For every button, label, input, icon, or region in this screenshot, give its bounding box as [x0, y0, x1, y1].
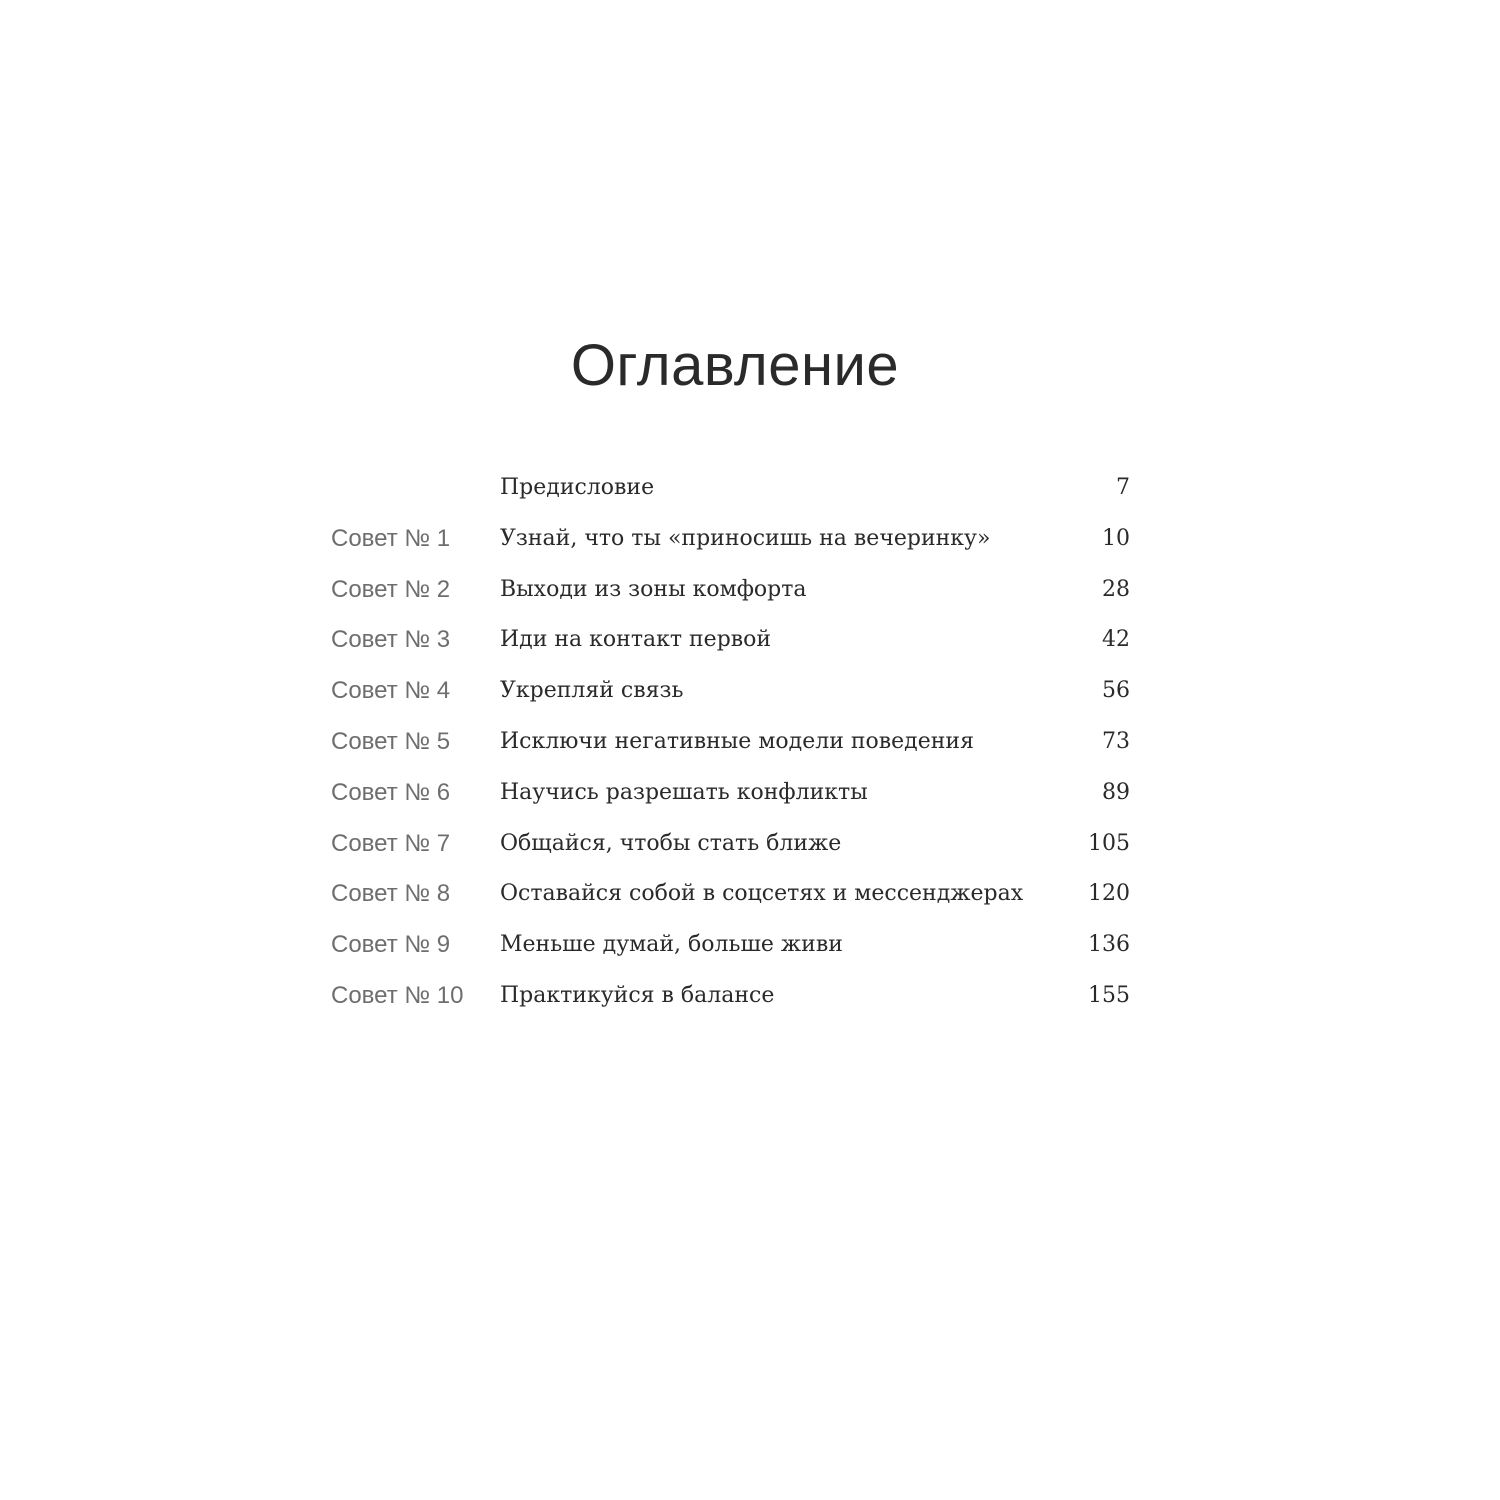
toc-entry-tip-5[interactable]: [0, 717, 1500, 768]
toc-entry-preface[interactable]: [0, 463, 1500, 514]
toc-entry-label: Совет № 3: [331, 626, 451, 654]
toc-entry-tip-7[interactable]: [0, 819, 1500, 870]
toc-entry-chapter: Исключи негативные модели поведения: [500, 728, 974, 754]
toc-entry-page-number: 136: [1088, 932, 1130, 958]
toc-entry-chapter: Практикуйся в балансе: [500, 982, 775, 1008]
toc-entry-chapter: Укрепляй связь: [500, 678, 684, 704]
toc-entry-chapter: Иди на контакт первой: [500, 627, 772, 653]
toc-entry-chapter: Выходи из зоны комфорта: [500, 576, 807, 602]
toc-entry-tip-4[interactable]: [0, 666, 1500, 717]
table-of-contents: [0, 463, 1500, 1022]
toc-entry-page-number: 73: [1102, 728, 1130, 754]
toc-entry-page-number: 120: [1088, 881, 1130, 907]
toc-entry-page-number: 42: [1102, 627, 1130, 653]
toc-entry-tip-6[interactable]: [0, 768, 1500, 819]
toc-entry-page-number: 105: [1088, 830, 1130, 856]
toc-entry-label: Совет № 7: [331, 829, 451, 857]
toc-entry-tip-10[interactable]: [0, 971, 1500, 1022]
toc-entry-tip-1[interactable]: [0, 514, 1500, 565]
toc-entry-tip-2[interactable]: [0, 565, 1500, 616]
toc-entry-tip-8[interactable]: [0, 869, 1500, 920]
toc-entry-tip-9[interactable]: [0, 920, 1500, 971]
toc-entry-label: Совет № 4: [331, 677, 451, 705]
toc-entry-label: Совет № 1: [331, 524, 451, 552]
toc-entry-page-number: 7: [1116, 475, 1130, 500]
toc-entry-label: Совет № 9: [331, 931, 451, 959]
toc-entry-label: Совет № 5: [331, 727, 451, 755]
toc-entry-page-number: 28: [1102, 576, 1130, 602]
toc-entry-label: Совет № 10: [331, 981, 464, 1009]
toc-entry-label: Совет № 8: [331, 880, 451, 908]
toc-entry-tip-3[interactable]: [0, 615, 1500, 666]
page-title: Оглавление: [570, 332, 900, 398]
toc-entry-chapter: Предисловие: [500, 475, 655, 500]
toc-entry-page-number: 89: [1102, 779, 1130, 805]
toc-entry-chapter: Оставайся собой в соцсетях и мессенджерах: [500, 881, 1024, 907]
toc-entry-page-number: 155: [1088, 982, 1130, 1008]
toc-entry-label: Совет № 2: [331, 575, 451, 603]
toc-entry-label: Совет № 6: [331, 778, 451, 806]
toc-entry-chapter: Меньше думай, больше живи: [500, 932, 843, 958]
toc-entry-page-number: 10: [1102, 525, 1130, 551]
toc-entry-chapter: Общайся, чтобы стать ближе: [500, 830, 842, 856]
toc-entry-page-number: 56: [1102, 678, 1130, 704]
toc-entry-chapter: Научись разрешать конфликты: [500, 779, 868, 805]
toc-entry-chapter: Узнай, что ты «приносишь на вечеринку»: [500, 525, 991, 551]
